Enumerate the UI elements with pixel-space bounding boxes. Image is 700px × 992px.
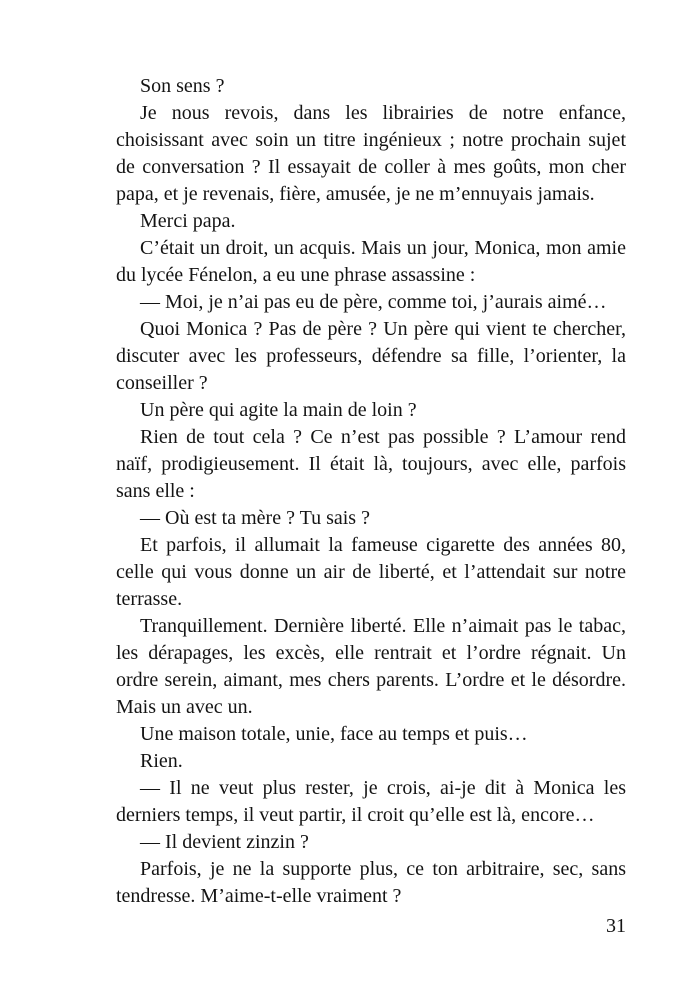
dialogue-line: — Où est ta mère ? Tu sais ?: [140, 507, 370, 529]
paragraph: Rien.: [140, 750, 183, 772]
paragraph: Parfois, je ne la supporte plus, ce ton arbitraire, sec, sans tendresse. M’aime-t-elle vraiment ?: [116, 858, 626, 907]
paragraph: Je nous revois, dans les librairies de notre enfance, choisissant avec soin un titre ingénieux ; notre prochain sujet de conversation ? Il essayait de coller à mes goûts, mon cher papa, et je revenais, fière, amusée, je ne m’ennuyais jamais.: [116, 102, 626, 205]
page-body-text: [116, 73, 626, 910]
paragraph: Tranquillement. Dernière liberté. Elle n’aimait pas le tabac, les dérapages, les excès, elle rentrait et l’ordre régnait. Un ordre serein, aimant, mes chers parents. L’ordre et le désordre. Mais un avec un.: [116, 615, 626, 718]
paragraph: Rien de tout cela ? Ce n’est pas possible ? L’amour rend naïf, prodigieusement. Il était là, toujours, avec elle, parfois sans elle :: [116, 426, 626, 502]
dialogue-line: — Il ne veut plus rester, je crois, ai-je dit à Monica les derniers temps, il veut partir, il croit qu’elle est là, encore…: [116, 777, 626, 826]
paragraph: Et parfois, il allumait la fameuse cigarette des années 80, celle qui vous donne un air de liberté, et l’attendait sur notre terrasse.: [116, 534, 626, 610]
paragraph: C’était un droit, un acquis. Mais un jour, Monica, mon amie du lycée Fénelon, a eu une phrase assassine :: [116, 237, 626, 286]
page-number: 31: [606, 915, 626, 937]
dialogue-line: — Il devient zinzin ?: [140, 831, 309, 853]
paragraph: Un père qui agite la main de loin ?: [140, 399, 417, 421]
paragraph: Quoi Monica ? Pas de père ? Un père qui vient te chercher, discuter avec les professeurs, défendre sa fille, l’orienter, la conseiller ?: [116, 318, 626, 394]
paragraph: Son sens ?: [140, 75, 225, 97]
paragraph: Merci papa.: [140, 210, 236, 232]
paragraph: Une maison totale, unie, face au temps et puis…: [140, 723, 528, 745]
dialogue-line: — Moi, je n’ai pas eu de père, comme toi, j’aurais aimé…: [140, 291, 607, 313]
